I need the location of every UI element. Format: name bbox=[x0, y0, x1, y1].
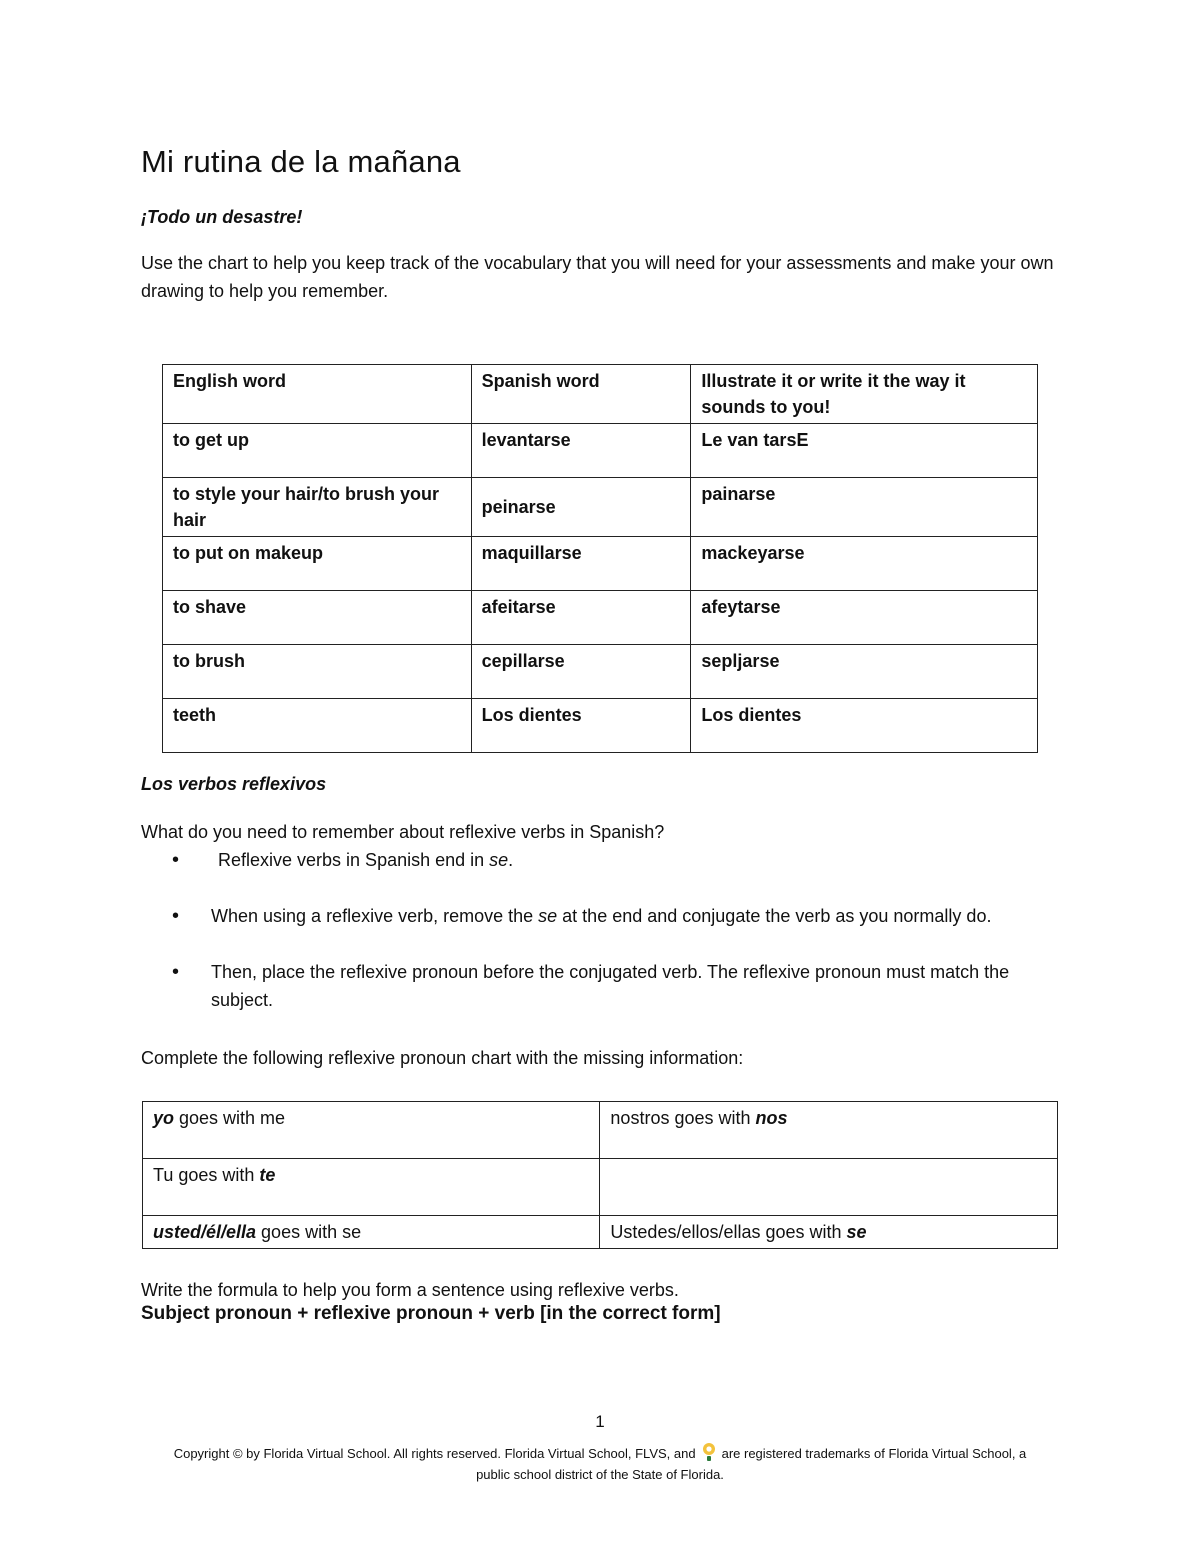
table-row bbox=[163, 478, 1038, 537]
table-row bbox=[163, 645, 1038, 699]
spanish-cell: maquillarse bbox=[471, 537, 691, 591]
table-row bbox=[163, 537, 1038, 591]
formula: Subject pronoun + reflexive pronoun + verb [in the correct form] bbox=[141, 1303, 721, 1324]
table-row bbox=[143, 1159, 1058, 1216]
formula-question: Write the formula to help you form a sentence using reflexive verbs. bbox=[141, 1280, 679, 1300]
copyright-footer: Copyright © by Florida Virtual School. All rights reserved. Florida Virtual School, FLVS, and are registered trademarks of Florida Virtual School, a public school district of the State of Florida. bbox=[160, 1442, 1040, 1485]
illustrate-cell: sepljarse bbox=[691, 645, 1038, 699]
pronoun-cell: Tu goes with te bbox=[143, 1159, 600, 1216]
table-row bbox=[163, 591, 1038, 645]
illustrate-cell: mackeyarse bbox=[691, 537, 1038, 591]
english-cell: to style your hair/to brush your hair bbox=[163, 478, 472, 537]
intro-paragraph: Use the chart to help you keep track of the vocabulary that you will need for your assessments and make your own drawing to help you remember. bbox=[141, 253, 1054, 301]
reflexive-rules-list bbox=[172, 846, 1052, 1042]
pronoun-cell: yo goes with me bbox=[143, 1102, 600, 1159]
english-cell: to shave bbox=[163, 591, 472, 645]
list-item: • When using a reflexive verb, remove the se at the end and conjugate the verb as you normally do. bbox=[172, 902, 1052, 930]
subtitle: ¡Todo un desastre! bbox=[141, 207, 303, 227]
spanish-cell: Los dientes bbox=[471, 699, 691, 753]
page-title: Mi rutina de la mañana bbox=[141, 144, 461, 179]
illustrate-cell: afeytarse bbox=[691, 591, 1038, 645]
pronoun-table bbox=[142, 1101, 1058, 1249]
section-title: Los verbos reflexivos bbox=[141, 774, 327, 794]
spanish-cell: afeitarse bbox=[471, 591, 691, 645]
header-illustrate: Illustrate it or write it the way it sounds to you! bbox=[691, 365, 1038, 424]
table-row bbox=[143, 1216, 1058, 1249]
header-spanish: Spanish word bbox=[471, 365, 691, 424]
pronoun-cell: usted/él/ella goes with se bbox=[143, 1216, 600, 1249]
pronoun-cell: nostros goes with nos bbox=[600, 1102, 1058, 1159]
table-row bbox=[143, 1102, 1058, 1159]
reflexive-question: What do you need to remember about reflexive verbs in Spanish? bbox=[141, 822, 665, 842]
english-cell: teeth bbox=[163, 699, 472, 753]
pronoun-cell-empty[interactable] bbox=[600, 1159, 1058, 1216]
illustrate-cell: Le van tarsE bbox=[691, 424, 1038, 478]
spanish-cell: peinarse bbox=[471, 478, 691, 537]
illustrate-cell: Los dientes bbox=[691, 699, 1038, 753]
vocabulary-table bbox=[162, 364, 1038, 753]
page-number: 1 bbox=[595, 1412, 605, 1431]
list-item: • Reflexive verbs in Spanish end in se. bbox=[172, 846, 1052, 874]
table-row bbox=[163, 424, 1038, 478]
table-row bbox=[163, 699, 1038, 753]
pronoun-cell: Ustedes/ellos/ellas goes with se bbox=[600, 1216, 1058, 1249]
list-item: • Then, place the reflexive pronoun before the conjugated verb. The reflexive pronoun must match the subject. bbox=[172, 958, 1052, 1014]
pronoun-chart-instructions: Complete the following reflexive pronoun chart with the missing information: bbox=[141, 1048, 744, 1068]
table-header-row bbox=[163, 365, 1038, 424]
english-cell: to get up bbox=[163, 424, 472, 478]
header-english: English word bbox=[163, 365, 472, 424]
english-cell: to brush bbox=[163, 645, 472, 699]
flvs-logo-icon bbox=[702, 1442, 716, 1462]
spanish-cell: levantarse bbox=[471, 424, 691, 478]
english-cell: to put on makeup bbox=[163, 537, 472, 591]
illustrate-cell: painarse bbox=[691, 478, 1038, 537]
spanish-cell: cepillarse bbox=[471, 645, 691, 699]
